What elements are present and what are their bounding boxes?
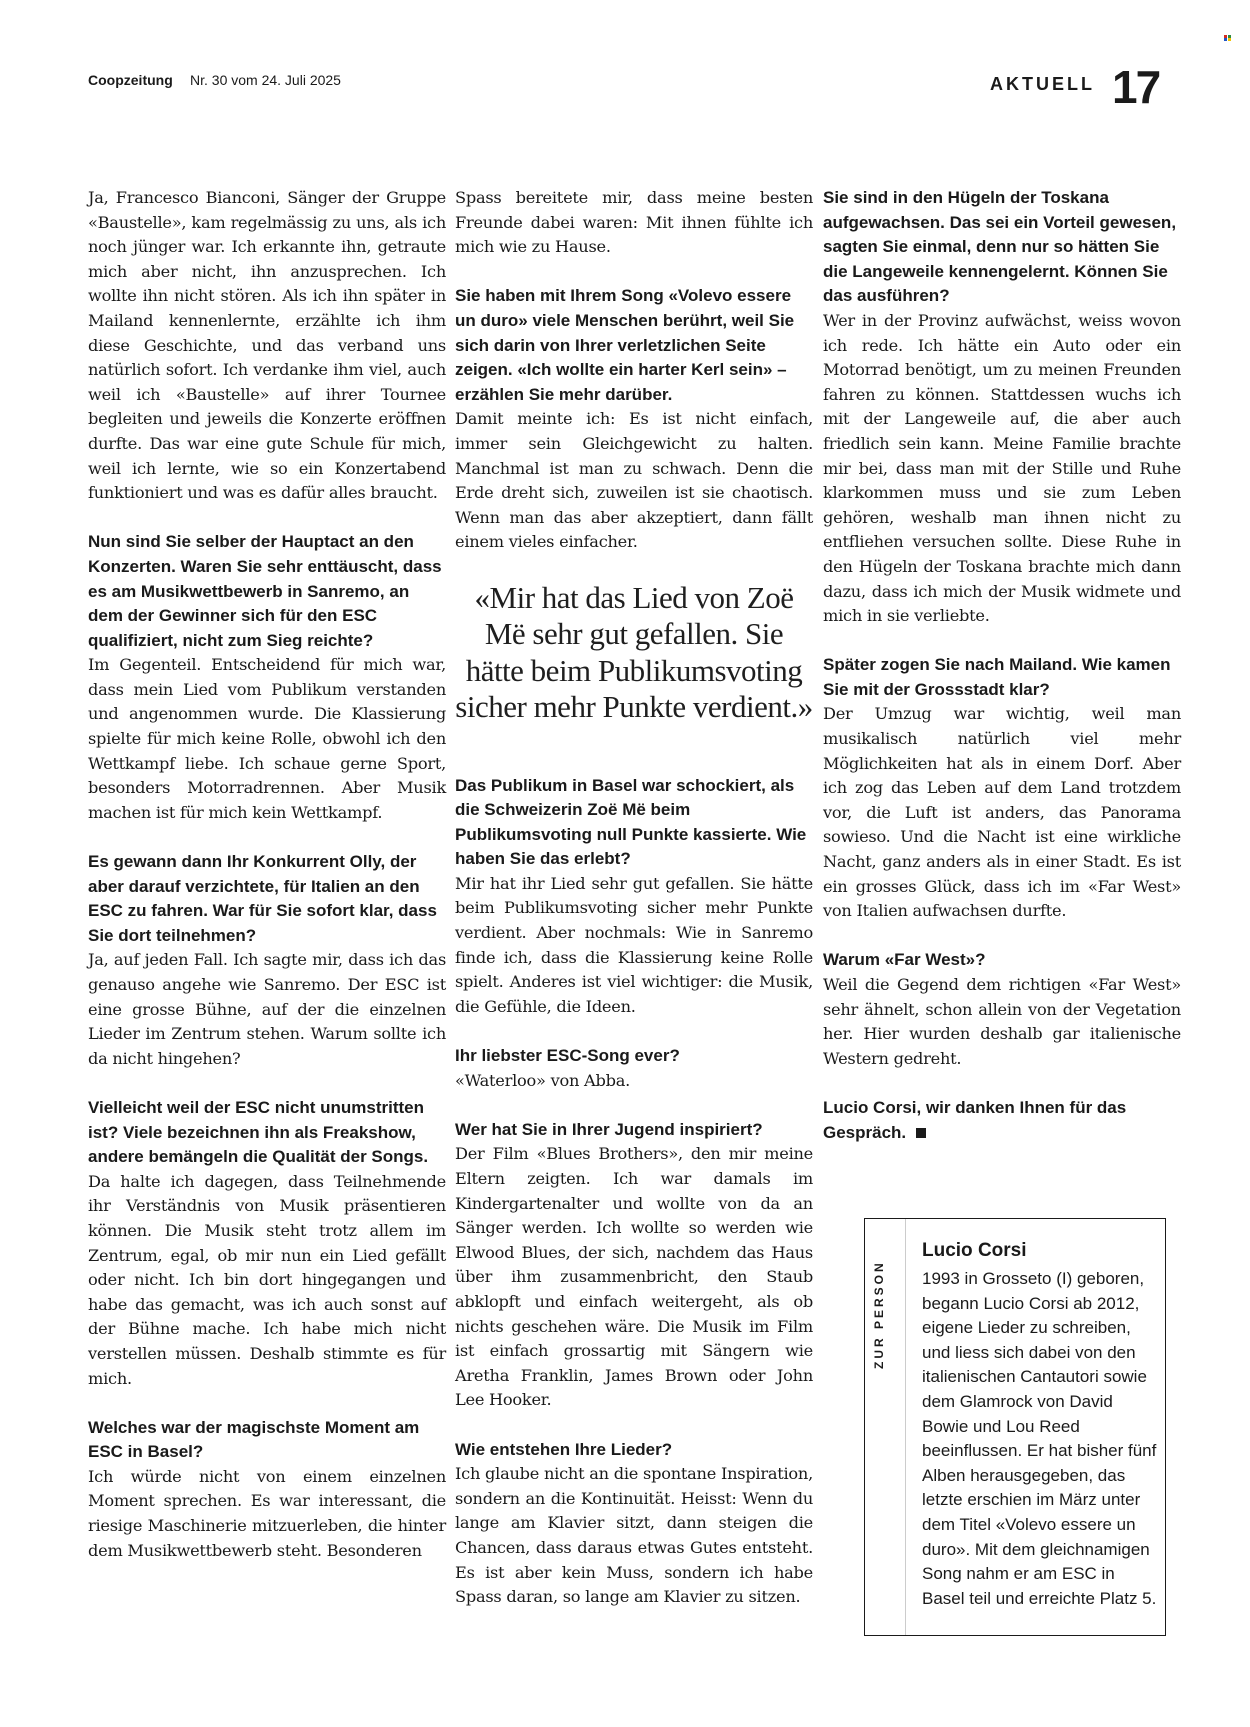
profile-box-content [922,1239,1158,1611]
issue-info: Nr. 30 vom 24. Juli 2025 [190,72,341,88]
answer-paragraph: Ja, Francesco Bianconi, Sänger der Gruppe «Baustelle», kam regelmässig zu uns, als ich noch jünger war. Ich erkannte ihn, getraute mich aber nicht, ihn anzusprechen. Ich wollte ihn nicht stören. Als ich ihn später in Mailand kennenlernte, erzählte ich ihm diese Geschichte, und das verband uns natürlich sofort. Ich verdanke ihm viel, auch weil ich «Baustelle» auf ihrer Tournee begleiten und jeweils die Konzerte eröffnen durfte. Das war eine gute Schule für mich, weil ich lernte, wie so ein Konzertabend funktioniert und was es dafür alles braucht. [88,188,446,503]
logo-square-yellow [1228,38,1231,41]
page-number: 17 [1112,61,1160,113]
interview-question: Später zogen Sie nach Mailand. Wie kamen Sie mit der Grossstadt klar? [823,655,1171,699]
interview-answer: Ich glaube nicht an die spontane Inspiration, sondern an die Kontinuität. Heisst: Wenn du lange am Klavier sitzt, dann steigen die Chancen, dass daraus etwas Gutes entsteht. Es ist aber kein Muss, sondern ich habe Spass daran, so lange am Klavier zu sitzen. [455,1464,813,1607]
interview-answer: Da halte ich dagegen, dass Teilnehmende ihr Verständnis von Musik präsentieren können. Die Musik steht trotz allem im Zentrum, egal, ob mir nun ein Lied gefällt oder nicht. Ich bin dort hingegangen und habe das gemacht, was ich auch sonst auf der Bühne mache. Ich habe mich nicht verstellen müssen. Deshalb stimmte es für mich. [88,1171,446,1388]
qa-block [455,1044,813,1093]
profile-name: Lucio Corsi [922,1240,1027,1261]
article-column-2 [455,186,813,1634]
qa-block [455,284,813,555]
qa-block [455,774,813,1020]
interview-question: Nun sind Sie selber der Hauptact an den Konzerten. Waren Sie sehr enttäuscht, dass es am Musikwettbewerb in Sanremo, an dem der Gewinner sich für den ESC qualifiziert, nicht zum Sieg reichte? [88,532,442,650]
qa-block [455,1438,813,1610]
profile-bio: 1993 in Grosseto (I) geboren, begann Lucio Corsi ab 2012, eigene Lieder zu schreiben, und liess sich dabei von den italienischen Cantautori sowie dem Glamrock von David Bowie und Lou Reed beeinflussen. Er hat bisher fünf Alben herausgegeben, das letzte erschien im März unter dem Titel «Volevo essere un duro». Mit dem gleichnamigen Song nahm er am ESC in Basel teil und erreichte Platz 5. [922,1269,1157,1608]
interview-answer: Wer in der Provinz aufwächst, weiss wovon ich rede. Ich hätte ein Auto oder ein Motorrad benötigt, um zu meinen Freunden fahren zu können. Stattdessen wuchs ich mit der Langeweile auf, die aber auch friedlich sein kann. Meine Familie brachte mir bei, dass man mit der Stille und Ruhe klarkommen muss und sie zum Leben gehören, weshalb man ihnen nicht zu entfliehen versuchen sollte. Diese Ruhe in den Hügeln der Toskana brachte mich dann dazu, dass ich mich der Musik widmete und mich in sie verliebte. [823,310,1181,626]
interview-answer: «Waterloo» von Abba. [455,1070,630,1090]
interview-question: Sie sind in den Hügeln der Toskana aufgewachsen. Das sei ein Vorteil gewesen, sagten Sie einmal, denn nur so hätten Sie die Langeweile kennengelernt. Können Sie das ausführen? [823,188,1177,306]
interview-answer: Mir hat ihr Lied sehr gut gefallen. Sie hätte beim Publikumsvoting sicher mehr Punkte verdient. Aber nochmals: Wie in Sanremo finde ich, dass die Klassierung keine Rolle spielt. Anderes ist viel wichtiger: die Musik, die Gefühle, die Ideen. [455,873,813,1016]
logo-square-blue [1224,38,1227,41]
profile-box-label: ZUR PERSON [872,1260,886,1369]
profile-box [864,1218,1166,1636]
interview-answer: Der Film «Blues Brothers», den mir meine Eltern zeigten. Ich war damals im Kindergartenalter und wollte von da an Sänger werden. Ich wollte so werden wie Elwood Blues, der sich, nachdem das Haus über ihm zusammenbricht, den Staub abklopft und einfach weitergeht, als ob nichts geschehen wäre. Die Musik im Film ist einfach grossartig mit Sängern wie Aretha Franklin, James Brown oder John Lee Hooker. [455,1144,813,1410]
interview-question: Vielleicht weil der ESC nicht unumstritten ist? Viele bezeichnen ihn als Freakshow, andere bemängeln die Qualität der Songs. [88,1097,429,1167]
section-title: AKTUELL [990,74,1095,94]
box-divider [905,1219,906,1635]
interview-question: Warum «Far West»? [823,950,986,970]
pull-quote: «Mir hat das Lied von Zoë Më sehr gut gefallen. Sie hätte beim Publikumsvoting sicher mehr Punkte verdient.» [455,579,813,724]
interview-question: Es gewann dann Ihr Konkurrent Olly, der aber darauf verzichtete, für Italien an den ESC zu fahren. War für Sie sofort klar, dass Sie dort teilnehmen? [88,852,437,945]
interview-question: Wie entstehen Ihre Lieder? [455,1439,673,1459]
answer-paragraph: Spass bereitete mir, dass meine besten Freunde dabei waren: Mit ihnen fühlte ich mich wie zu Hause. [455,188,813,257]
interview-answer: Der Umzug war wichtig, weil man musikalisch natürlich viel mehr Möglichkeiten hat als in einem Dorf. Aber ich zog das Leben auf dem Land trotzdem vor, die Luft ist anders, das Panorama sowieso. Und die Nacht ist eine wirkliche Nacht, ganz anders als in einer Stadt. Es ist ein grosses Glück, dass ich im «Far West» von Italien aufwachsen durfte. [823,704,1181,921]
closing-text: Lucio Corsi, wir danken Ihnen für das Gespräch. [823,1097,1127,1142]
qa-block [823,186,1181,629]
brand-logo-mark [1224,35,1231,41]
interview-answer: Ja, auf jeden Fall. Ich sagte mir, dass ich das genauso angehe wie Sanremo. Der ESC ist eine grosse Bühne, auf der die einzelnen Lieder im Zentrum stehen. Warum sollte ich da nicht hingehen? [88,950,446,1068]
interview-answer: Weil die Gegend dem richtigen «Far West» sehr ähnelt, schon allein von der Vegetation her. Hier wurden deshalb gar italienische Western gedreht. [823,975,1181,1068]
publication-name: Coopzeitung [88,72,173,88]
interview-question: Ihr liebster ESC-Song ever? [455,1046,680,1066]
qa-block [823,948,1181,1071]
interview-question: Welches war der magischste Moment am ESC in Basel? [88,1417,420,1462]
qa-block [88,530,446,825]
article-column-1 [88,186,446,1588]
interview-question: Das Publikum in Basel war schockiert, als die Schweizerin Zoë Më beim Publikumsvoting null Punkte kassierte. Wie haben Sie das erlebt? [455,775,807,869]
closing-line [823,1096,1181,1145]
qa-block [88,1096,446,1391]
qa-block [88,1416,446,1564]
interview-answer: Im Gegenteil. Entscheidend für mich war, dass mein Lied vom Publikum verstanden und angenommen wurde. Die Klassierung spielte für mich keine Rolle, obwohl ich den Wettkampf liebe. Ich schaue gerne Sport, besonders Motorradrennen. Aber Musik machen ist für mich kein Wettkampf. [88,655,446,822]
interview-answer: Damit meinte ich: Es ist nicht einfach, immer sein Gleichgewicht zu halten. Manchmal ist man zu schwach. Denn die Erde dreht sich, zuweilen ist sie chaotisch. Wenn man das aber akzeptiert, dann fällt einem vieles einfacher. [455,409,813,552]
article-column-3 [823,186,1181,1170]
interview-answer: Ich würde nicht von einem einzelnen Moment sprechen. Es war interessant, die riesige Maschinerie mitzuerleben, die hinter dem Musikwettbewerb steht. Besonderen [88,1466,446,1560]
end-mark-icon [916,1128,926,1138]
interview-question: Wer hat Sie in Ihrer Jugend inspiriert? [455,1119,763,1139]
qa-block [88,850,446,1071]
interview-question: Sie haben mit Ihrem Song «Volevo essere un duro» viele Menschen berührt, weil Sie sich darin von Ihrer verletzlichen Seite zeigen. «Ich wollte ein harter Kerl sein» – erzählen Sie mehr darüber. [455,286,795,404]
qa-block [455,1118,813,1413]
qa-block [823,653,1181,924]
